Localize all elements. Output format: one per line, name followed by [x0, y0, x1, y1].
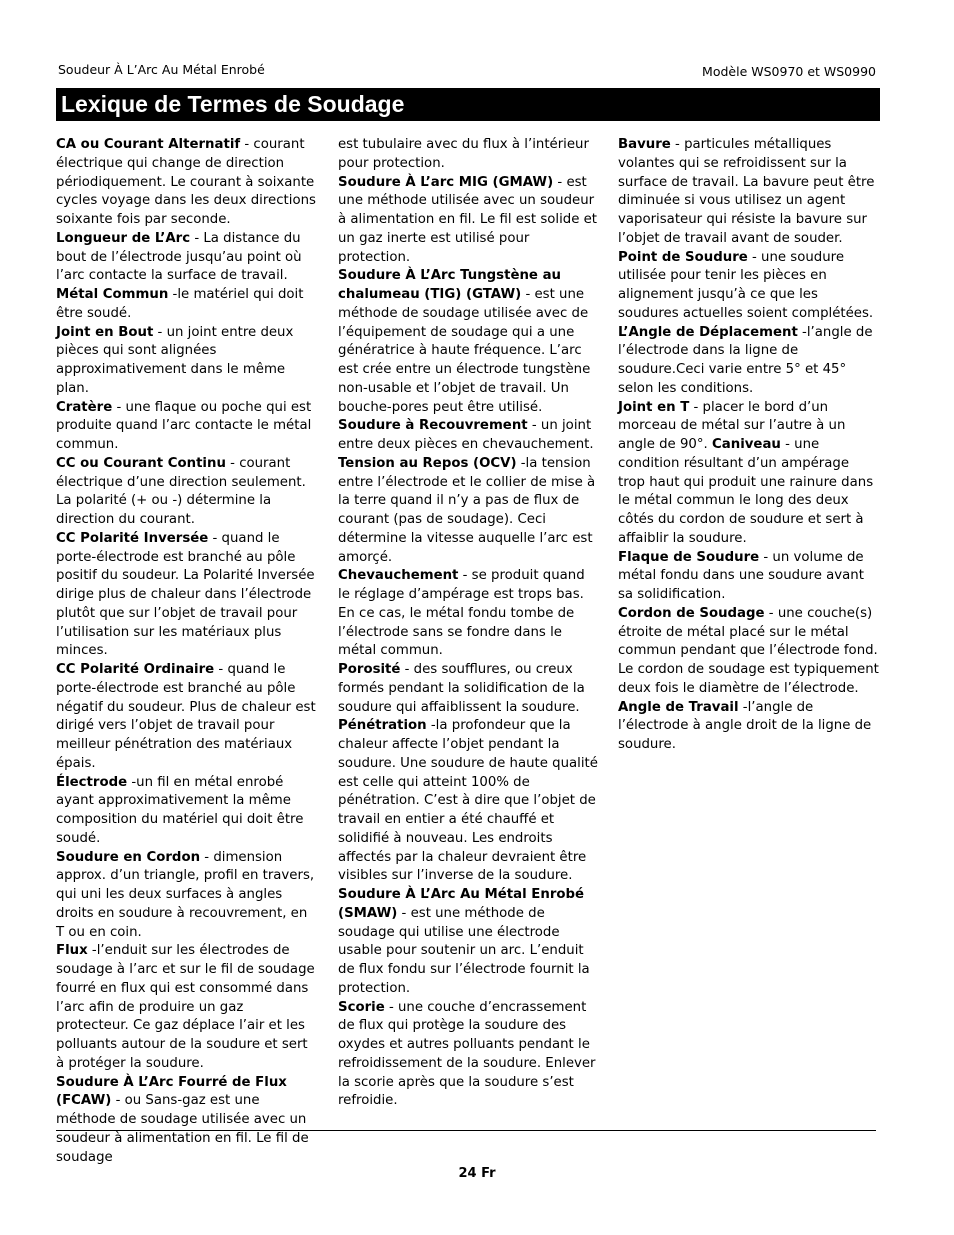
glossary-term: CC ou Courant Continu	[56, 455, 226, 471]
glossary-definition: - un volume de métal fondu dans une soudure avant sa solidification.	[618, 549, 864, 602]
glossary-definition: - courant électrique d’une direction seulement. La polarité (+ ou -) détermine la direction du courant.	[56, 455, 306, 527]
glossary-definition: - est une méthode de soudage utilisée avec de l’équipement de soudage qui a une génératrice à haute fréquence. L’arc est crée entre un électrode tungstène non-usable et l’objet de travail. Un bouche-pores peut être utilisé.	[338, 287, 591, 415]
glossary-definition: - une flaque ou poche qui est produite quand l’arc contacte le métal commun.	[56, 399, 312, 452]
glossary-entry	[56, 324, 318, 399]
glossary-entry	[618, 549, 880, 605]
glossary-term: Longueur de L’Arc	[56, 230, 191, 246]
glossary-term: Scorie	[338, 999, 385, 1015]
glossary-definition: - courant électrique qui change de direction périodiquement. Le courant à soixante cycles voyage dans les deux directions soixante fois par seconde.	[56, 137, 316, 227]
glossary-term: Soudure À L’arc MIG (GMAW)	[338, 174, 554, 190]
glossary-entry	[56, 136, 318, 230]
glossary-definition: -l’angle de l’électrode à angle droit de la ligne de soudure.	[618, 699, 872, 752]
glossary-entry	[618, 699, 880, 755]
glossary-definition: - un joint entre deux pièces qui sont alignées approximativement dans le même plan.	[56, 324, 294, 396]
glossary-term: Point de Soudure	[618, 249, 748, 265]
glossary-definition: - La distance du bout de l’électrode jusqu’au point où l’arc contacte la surface de travail.	[56, 230, 302, 284]
glossary-entry	[56, 530, 318, 661]
glossary-definition: - est une méthode utilisée avec un soudeur à alimentation en fil. Le fil est solide et un gaz inerte est utilisé pour protection.	[338, 174, 598, 265]
glossary-definition: - un joint entre deux pièces en chevauchement.	[338, 418, 594, 452]
glossary-entry	[338, 417, 600, 455]
glossary-entry	[338, 567, 600, 661]
glossary-definition: -l’enduit sur les électrodes de soudage à l’arc et sur le fil de soudage fourré en flux qui est consommé dans l’arc afin de produire un gaz protecteur. Ce gaz déplace l’air et les polluants autour de la soudure et sert à protéger la soudure.	[56, 943, 315, 1071]
glossary-entry	[56, 774, 318, 849]
glossary-entry	[56, 230, 318, 286]
glossary-term: Cratère	[56, 399, 113, 415]
glossary-entry	[618, 605, 880, 699]
glossary-entry	[338, 661, 600, 717]
glossary-term: Métal Commun	[56, 287, 169, 302]
glossary-term: Chevauchement	[338, 568, 459, 584]
glossary-entry	[338, 455, 600, 568]
glossary-entry	[618, 136, 880, 249]
glossary-term: Angle de Travail	[618, 699, 739, 715]
glossary-term: Soudure en Cordon	[56, 849, 201, 865]
glossary-definition: - dimension approx. d’un triangle, profil en travers, qui uni les deux surfaces à angles droits en soudure à recouvrement, en T ou en coin.	[56, 849, 315, 940]
glossary-definition: -un fil en métal enrobé ayant approximativement la même composition du matériel qui doit être soudé.	[56, 774, 304, 846]
glossary-term: Porosité	[338, 662, 401, 677]
glossary-definition: - quand le porte-électrode est branché au pôle positif du soudeur. La Polarité Inversée dirige plus de chaleur dans l’électrode plutôt que sur l’objet de travail pour l’utilisation sur les matériaux plus minces.	[56, 530, 315, 659]
glossary-entry	[618, 399, 880, 549]
glossary-definition: - une couche(s) étroite de métal placé sur le métal commun pendant que l’électrode fond. Le cordon de soudage est typiquement deux fois le diamètre de l’électrode.	[618, 605, 879, 696]
glossary-term: Pénétration	[338, 718, 427, 734]
glossary-term: Bavure	[618, 137, 671, 152]
glossary-term: L’Angle de Déplacement	[618, 324, 798, 340]
footer-divider	[56, 1130, 876, 1131]
glossary-entry	[56, 286, 318, 324]
glossary-term: Caniveau	[712, 437, 781, 452]
page-number: 24 Fr	[458, 1166, 496, 1181]
glossary-definition: - est une méthode de soudage qui utilise une électrode usable pour soutenir un arc. L’enduit de flux fondu sur l’électrode fournit la protection.	[338, 905, 590, 996]
glossary-term: Flux	[56, 943, 88, 959]
glossary-definition: -le matériel qui doit être soudé.	[56, 287, 304, 321]
glossary-definition: - particules métalliques volantes qui se refroidissent sur la surface de travail. La bavure peut être diminuée si vous utilisez un agent vaporisateur qui résiste la bavure sur l’objet de travail avant de souder.	[618, 137, 875, 246]
glossary-entry	[338, 999, 600, 1112]
glossary-definition: - ou Sans-gaz est une méthode de soudage utilisée avec un soudeur à alimentation en fil. Le fil de soudage	[56, 1093, 309, 1165]
glossary-definition: - une soudure utilisée pour tenir les pièces en alignement jusqu’à ce que les soudures actuelles soient complétées.	[618, 249, 874, 321]
glossary-term: Joint en Bout	[56, 324, 154, 340]
glossary-column-2	[338, 136, 600, 1111]
glossary-entry	[56, 399, 318, 455]
header-product-name: Soudeur À L’Arc Au Métal Enrobé	[58, 62, 265, 77]
glossary-entry	[338, 136, 600, 174]
glossary-entry	[56, 1074, 318, 1168]
glossary-column-3	[618, 136, 880, 755]
glossary-definition: -la tension entre l’électrode et le collier de mise à la terre quand il n’y a pas de flux de courant (pas de soudage). Ceci détermine la vitesse auquelle l’arc est amorçé.	[338, 455, 596, 565]
glossary-entry	[338, 174, 600, 268]
glossary-term: Joint en T	[618, 399, 690, 415]
glossary-term: Cordon de Soudage	[618, 605, 765, 621]
glossary-entry	[618, 324, 880, 399]
glossary-term: CA ou Courant Alternatif	[56, 137, 241, 152]
glossary-term: Flaque de Soudure	[618, 549, 760, 565]
glossary-definition: - une condition résultant d’un ampérage trop haut qui produit une rainure dans le métal commun le long des deux côtés du cordon de soudure et sert à affaiblir la soudure.	[618, 437, 874, 546]
glossary-definition: - placer le bord d’un morceau de métal sur l’autre à un angle de 90°.	[618, 399, 846, 452]
glossary-definition: est tubulaire avec du flux à l’intérieur pour protection.	[338, 137, 589, 171]
glossary-term: Électrode	[56, 774, 128, 790]
glossary-term: Soudure À L’Arc Fourré de Flux (FCAW)	[56, 1074, 287, 1109]
glossary-term: CC Polarité Ordinaire	[56, 662, 215, 677]
header-model-number: Modèle WS0970 et WS0990	[702, 64, 876, 79]
glossary-entry	[56, 942, 318, 1073]
glossary-entry	[338, 267, 600, 417]
glossary-definition: - des soufflures, ou creux formés pendant la solidification de la soudure qui affaiblissent la soudure.	[338, 662, 585, 715]
glossary-term: CC Polarité Inversée	[56, 530, 209, 546]
glossary-term: Soudure à Recouvrement	[338, 418, 528, 434]
glossary-term: Soudure À L’Arc Au Métal Enrobé (SMAW)	[338, 887, 585, 921]
glossary-entry	[338, 717, 600, 886]
glossary-entry	[56, 849, 318, 943]
glossary-entry	[56, 661, 318, 774]
page-title: Lexique de Termes de Soudage	[61, 91, 405, 117]
glossary-term: Soudure À L’Arc Tungstène au chalumeau (TIG) (GTAW)	[338, 268, 562, 302]
glossary-definition: - quand le porte-électrode est branché au pôle négatif du soudeur. Plus de chaleur est dirigé vers l’objet de travail pour meilleur pénétration des matériaux épais.	[56, 662, 316, 771]
glossary-definition: -la profondeur que la chaleur affecte l’objet pendant la soudure. Une soudure de haute qualité est celle qui atteint 100% de pénétration. C’est à dire que l’objet de travail en entier a été chauffé et solidifié à nouveau. Les endroits affectés par la chaleur devraient être visibles sur l’inverse de la soudure.	[338, 718, 598, 884]
glossary-term: Tension au Repos (OCV)	[338, 455, 517, 471]
glossary-entry	[338, 886, 600, 999]
glossary-definition: -l’angle de l’électrode dans la ligne de soudure.Ceci varie entre 5° et 45° selon les conditions.	[618, 324, 873, 396]
glossary-column-1	[56, 136, 318, 1167]
glossary-entry	[618, 249, 880, 324]
title-bar	[56, 88, 880, 121]
glossary-entry	[56, 455, 318, 530]
glossary-definition: - se produit quand le réglage d’ampérage est trops bas. En ce cas, le métal fondu tombe de l’électrode sans se fondre dans le métal commun.	[338, 568, 585, 659]
glossary-definition: - une couche d’encrassement de flux qui protège la soudure des oxydes et autres polluants pendant le refroidissement de la soudure. Enlever la scorie après que la soudure s’est refroidie.	[338, 999, 596, 1109]
